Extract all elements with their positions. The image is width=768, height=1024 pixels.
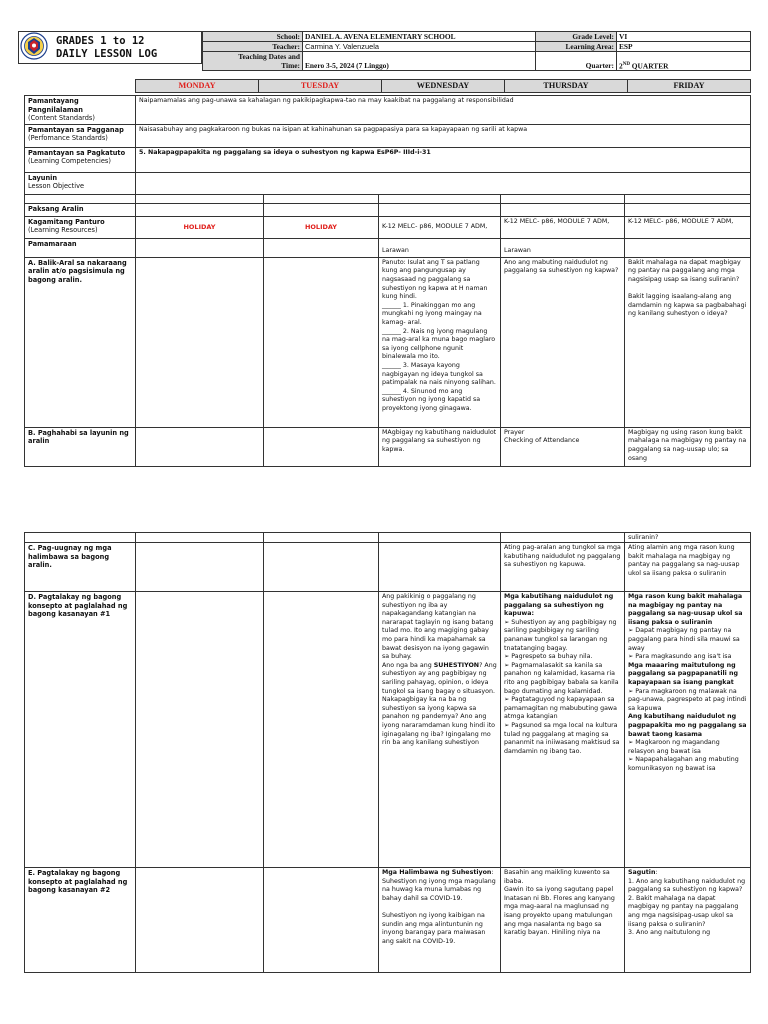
examples-label: C. Pag-uugnay ng mga halimbawa sa bagong aralin. [25, 543, 136, 592]
performance-standards-title: Pamantayan sa Pagganap [28, 125, 124, 134]
friday-purpose: Magbigay ng using rason kung bakit mahalaga na magbigay ng pantay na paggalang sa nag-uusap ulo; sa osang [625, 427, 751, 466]
friday-benefit-item: ➢ Magkaroon ng magandang relasyon ang bawat isa [628, 739, 720, 755]
wednesday-example-2: Suhestiyon ng iyong kaibigan na sundin ang mga alintuntunin ng inyong barangay para maiwasan ang sakit na COVID-19. [382, 911, 486, 945]
friday-discussion-2 [625, 868, 751, 973]
wednesday-purpose: MAgbigay ng kabutihang naidudulot ng paggalang sa suhestiyon ng kapwa. [379, 427, 501, 466]
competency-text: 5. Nakapagpapakita ng paggalang sa ideya o suhestyon ng kapwa EsP6P- IIId-i-31 [136, 147, 751, 172]
competency-label [25, 147, 136, 172]
thursday-attendance: Checking of Attendance [504, 437, 580, 445]
quarter-suffix: ND [622, 61, 630, 67]
teaching-dates-label-2: Time: [281, 61, 300, 70]
thursday-examples: Ating pag-aralan ang tungkol sa mga kabutihang naidudulot ng paggalang sa suhestiyon ng kapuwa. [501, 543, 625, 592]
content-standards-title: Pamantayang Pangnilalaman [28, 97, 83, 114]
friday-discussion-1 [625, 592, 751, 868]
grade-level-label: Grade Level: [536, 32, 617, 42]
friday-benefit-heading: Ang kabutihang naidudulot ng pagpapakita mo ng paggalang sa bawat taong kasama [628, 713, 747, 738]
title-line-1: GRADES 1 to 12 [56, 35, 145, 47]
teacher-label: Teacher: [203, 42, 303, 52]
quarter-label: Quarter: [536, 52, 617, 71]
deped-seal-icon [20, 32, 48, 60]
friday-reason-item: ➢ Dapat magbigay ng pantay na paggalang para hindi sila mauwi sa away [628, 627, 740, 652]
friday-benefit-item: ➢ Napapahalagahan ang mabuting komunikasyon ng bawat isa [628, 756, 739, 772]
wednesday-review: Panuto: Isulat ang T sa patlang kung ang pangungusap ay nagsasaad ng paggalang sa suhestiyon ng kapwa at H naman kung hindi. ______ 1. Pinakinggan mo ang mungkahi ng iyong maingay na kamag- aral. ______ 2. Nais ng iyong magulang na mag-aral ka muna bago maglaro sa iyong cellphone ngunit binalewala mo ito. ______ 3. Masaya kayong nagbigayan ng ideya tungkol sa patimpalak na nais ninyong salihan. ______ 4. Sinunod mo ang suhestiyon ng iyong kapatid sa proyektong iyong ginagawa. [379, 257, 501, 427]
review-label: A. Balik-Aral sa nakaraang aralin at/o pagsisimula ng bagong aralin. [25, 257, 136, 427]
topic-label: Paksang Aralin [25, 203, 136, 216]
school-value: DANIEL A. AVENA ELEMENTARY SCHOOL [303, 32, 536, 42]
friday-review-2: Bakit lagging isaalang-alang ang damdamin ng kapwa sa pagbabahagi ng kanilang suhestyon o ideya? [628, 293, 747, 318]
spacer-row [25, 194, 136, 203]
content-standards-label [25, 96, 136, 125]
friday-questions: 1. Ano ang kabutihang naidudulot ng paggalang sa suhestiyon ng kapwa? 2. Bakit mahalaga na dapat magbigay ng pantay na paggalang ang mga nagsisipag-usap ukol sa iisang paksa o suliranin? 3. Ano ang naitutulong ng [628, 877, 746, 937]
weekday-header [135, 79, 751, 93]
quarter-value [617, 52, 751, 71]
friday-reason-item: ➢ Para magkasundo ang isa't isa [628, 653, 732, 661]
resources-sub: (Learning Resources) [28, 226, 98, 235]
wednesday-discussion-1-para-1: Ang pakikinig o paggalang ng suhestiyon ng iba ay napakagandang katangian na nararapat taglayin ng isang batang tulad mo. Ito ang magiging gabay mo para hindi ka mapahamak sa bawat desisyon na iyong gagawin sa buhay. [382, 593, 494, 661]
objective-sub: Lesson Objective [28, 182, 85, 191]
friday-reasons-heading: Mga rason kung bakit mahalaga na magbigay ng pantay na paggalang sa nag-uusap ukol sa iisang paksa o suliranin [628, 593, 743, 626]
friday-resources: K-12 MELC- p86, MODULE 7 ADM, [625, 216, 751, 238]
discussion-2-label: E. Pagtalakay ng bagong konsepto at paglalahad ng bagong kasanayan #2 [25, 868, 136, 973]
performance-standards-label [25, 124, 136, 147]
friday-peace-heading: Mga maaaring maitutulong ng paggalang sa pagpapanatili ng kapayapaan sa isang pangkat [628, 661, 738, 686]
title-line-2: DAILY LESSON LOG [56, 48, 158, 60]
friday-purpose-continued: suliranin? [625, 533, 751, 543]
resources-title: Kagamitang Panturo [28, 217, 105, 226]
thursday-prayer: Prayer [504, 428, 525, 436]
day-monday: MONDAY [136, 80, 259, 93]
objective-label [25, 172, 136, 194]
friday-review [625, 257, 751, 427]
discussion-1-label: D. Pagtalakay ng bagong konsepto at paglalahad ng bagong kasanayan #1 [25, 592, 136, 868]
wednesday-discussion-2 [379, 868, 501, 973]
teaching-dates-label-1: Teaching Dates and [238, 52, 300, 61]
wednesday-discussion-1 [379, 592, 501, 868]
thursday-purpose [501, 427, 625, 466]
thursday-benefit-item: ➢ Pagtataguyod ng kapayapaan sa pamamagitan ng mabubuting gawa atmga katangian [504, 696, 617, 721]
teacher-value: Carmina Y. Valenzuela [303, 42, 536, 52]
wednesday-examples-heading [382, 869, 497, 878]
day-thursday: THURSDAY [505, 80, 628, 93]
quarter-number: 2 [619, 61, 623, 70]
content-standards-text: Naipamamalas ang pag-unawa sa kahalagan ng pakikipagkapwa-tao na may kaakibat na paggalang at responsibilidad [136, 96, 751, 125]
content-standards-sub: (Content Standards) [28, 114, 95, 123]
info-table [202, 31, 751, 71]
learning-area-value: ESP [617, 42, 751, 52]
competency-sub: (Learning Competencies) [28, 157, 111, 166]
friday-peace-item: ➢ Para magkaroon ng malawak na pag-unawa, pagrespeto at pag intindi sa kapuwa [628, 687, 747, 712]
method-label: Pamamaraan [25, 238, 136, 257]
thursday-review: Ano ang mabuting naidudulot ng paggalang sa suhestiyon ng kapwa? [501, 257, 625, 427]
wednesday-method: Larawan [379, 238, 501, 257]
objective-title: Layunin [28, 173, 58, 182]
quarter-text: QUARTER [629, 61, 669, 70]
performance-standards-text: Naisasabuhay ang pagkakaroon ng bukas na isipan at kahinahunan sa pagpapasiya para sa kapayapaan ng sarili at kapwa [136, 124, 751, 147]
day-tuesday: TUESDAY [259, 80, 382, 93]
suhestiyon-term: SUHESTIYON [433, 661, 480, 669]
thursday-discussion-1 [501, 592, 625, 868]
friday-answer-heading [628, 869, 747, 878]
teaching-dates-label [203, 52, 303, 71]
thursday-benefit-item: ➢ Suhestiyon ay ang pagbibigay ng sariling pagbibigay ng sariling pananaw tungkol sa larangan ng tnatatanging bagay. [504, 618, 617, 652]
friday-review-1: Bakit mahalaga na dapat magbigay ng pantay na paggalang ang mga nagsisipag usap sa isang suliranin? [628, 258, 741, 283]
wednesday-discussion-1-para-2 [382, 662, 497, 748]
lesson-log-table-page-2 [24, 532, 751, 973]
wednesday-example-1: Suhestiyon ng iyong mga magulang na huwag ka muna lumabas ng bahay dahil sa COVID-19. [382, 877, 496, 902]
day-friday: FRIDAY [628, 80, 751, 93]
thursday-resources: K-12 MELC- p86, MODULE 7 ADM, [501, 216, 625, 238]
examples-heading-colon: : [491, 869, 494, 876]
thursday-discussion-2: Basahin ang maikling kuwento sa ibaba. Gawin ito sa iyong sagutang papel Inatasan ni Bb. Flores ang kanyang mga mag-aaral na maglunsad ng isang proyekto upang matulungan ang mga nasalanta ng bago sa karatig bayan. Hiniling niya na [501, 868, 625, 973]
thursday-benefit-item: ➢ Pagsunod sa mga local na kultura tulad ng paggalang at maging sa pananmit na iniiwasang maktisud sa damdamin ng ibang tao. [504, 721, 620, 755]
continuation-row [25, 533, 136, 543]
friday-examples: Ating alamin ang mga rason kung bakit mahalaga na magbigay ng pantay na paggalang sa nag-uusap ukol sa iisang paksa o suliranin [625, 543, 751, 592]
tuesday-holiday: HOLIDAY [264, 216, 379, 238]
purpose-label: B. Paghahabi sa layunin ng aralin [25, 427, 136, 466]
competency-title: Pamantayan sa Pagkatuto [28, 148, 126, 157]
wednesday-question-prefix: Ano nga ba ang [382, 661, 434, 669]
school-label: School: [203, 32, 303, 42]
answer-heading-colon: : [655, 869, 658, 876]
grade-level-value: VI [617, 32, 751, 42]
thursday-benefit-item: ➢ Pagmamalasakit sa kanila sa panahon ng kalamidad, kasama ria rito ang pagbibigay babala sa kanila bago dumating ang kalamidad. [504, 661, 619, 695]
wednesday-question-body: ? Ang suhestiyon ay ang pagbibigay ng sariling pahayag, opinion, o ideya tungkol sa isang bagay o situasyon. Nakapagbigay ka na ba ng suhestiyon sa iyong kapwa sa panahon ng pandemya? Ano ang iyong nararamdaman kung hindi ito iginagalang ng iba? Igingalang mo rin ba ang kanilang suhestiyon [382, 661, 497, 747]
thursday-benefit-item: ➢ Pagrespeto sa buhay nila. [504, 653, 593, 661]
performance-standards-sub: (Perfomance Standards) [28, 134, 108, 143]
examples-heading-text: Mga Halimbawa ng Suhestiyon [382, 869, 492, 876]
page-title [56, 35, 157, 61]
objective-text [136, 172, 751, 194]
monday-holiday: HOLIDAY [136, 216, 264, 238]
answer-heading-text: Sagutin [628, 869, 656, 876]
thursday-benefits-heading: Mga kabutihang naidudulot ng paggalang sa suhestiyon ng kapuwa: [504, 593, 614, 618]
lesson-log-table-page-1 [24, 95, 751, 467]
resources-label [25, 216, 136, 238]
thursday-method: Larawan [501, 238, 625, 257]
wednesday-resources: K-12 MELC- p86, MODULE 7 ADM, [379, 216, 501, 238]
learning-area-label: Learning Area: [536, 42, 617, 52]
teaching-dates-value: Enero 3-5, 2024 (7 Linggo) [303, 52, 536, 71]
day-wednesday: WEDNESDAY [382, 80, 505, 93]
